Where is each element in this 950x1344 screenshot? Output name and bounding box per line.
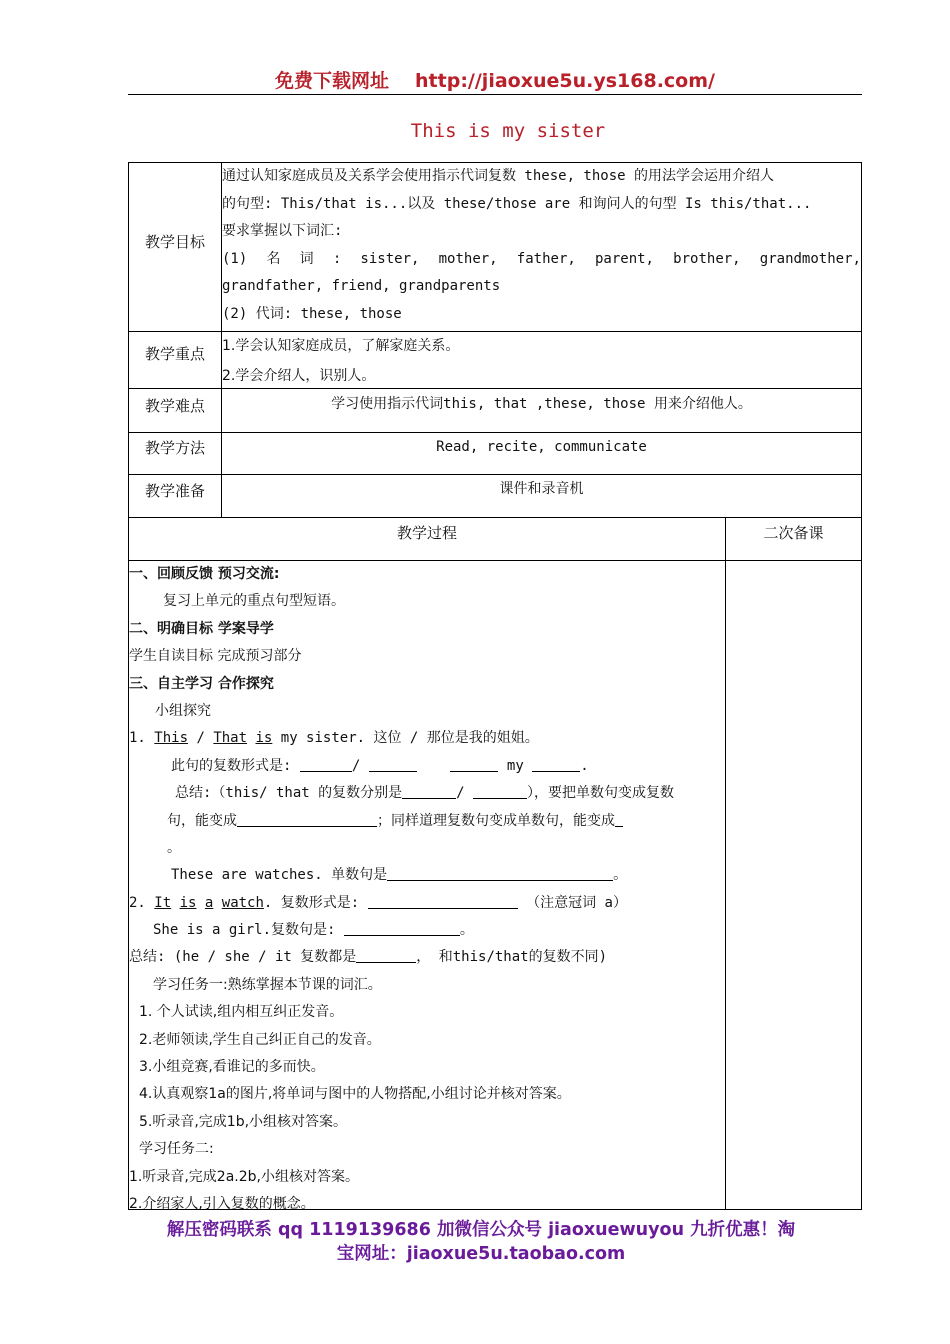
q-text: my [506,757,524,774]
vocab-word: parent, [594,250,654,267]
method-text: Read, recite, communicate [436,439,647,455]
goal-line: 的句型: This/that is...以及 these/those are 和询问人的句型 Is this/that... [222,195,812,212]
task-step: 3.小组竞赛,看谁记的多而快。 [139,1059,325,1076]
vocab-word: grandmother, [759,250,861,267]
q-word: watch [221,894,264,911]
header-rule [128,94,862,95]
task-2-title: 学习任务二: [139,1141,214,1158]
section-heading: 三、自主学习 合作探究 [129,675,274,692]
task-step: 1.听录音,完成2a.2b,小组核对答案。 [129,1168,359,1185]
q-text: ；同样道理复数句变成单数句，能变成 [377,812,615,829]
lesson-plan-table [128,162,862,1210]
goal-line: grandfather, friend, grandparents [222,278,501,294]
task-1-title: 学习任务一:熟练掌握本节课的词汇。 [153,976,382,993]
section-heading: 一、回顾反馈 预习交流: [129,566,280,582]
q-text: my sister. 这位 / 那位是我的姐姐。 [280,730,539,747]
process-content [129,561,725,1218]
q-text: 总结: (he / she / it 复数都是 [129,949,357,966]
q-word: That [213,730,248,747]
section-heading: 二、明确目标 学案导学 [129,620,274,637]
goal-line: (2) 代词: these, those [222,305,402,322]
vocab-word: sister, [360,250,420,267]
question-1: 1. This / That is my sister. 这位 / 那位是我的姐姐。 [129,730,539,747]
summary-2 [129,944,725,971]
q-word: This [154,730,189,747]
vocab-word: : [332,250,342,267]
download-url[interactable]: http://jiaoxue5u.ys168.com/ [415,70,715,92]
footer-line: 解压密码联系 qq 1119139686 加微信公众号 jiaoxuewuyou 九折优惠！淘 [166,1220,796,1240]
q-number: 1. [129,730,146,747]
difficulty-label: 教学难点 [144,397,205,415]
q-text: ），要把单数句变成复数 [527,785,675,802]
q-text: （注意冠词 a） [526,894,627,911]
task-step: 1. 个人试读,组内相互纠正发音。 [139,1004,344,1021]
q-text: She is a girl.复数句是: [153,922,336,939]
q-text: 此句的复数形式是: [171,757,292,774]
question-1-plural: 此句的复数形式是: / my . [129,753,725,780]
q-word: is [255,730,273,747]
goal-line: 通过认知家庭成员及关系学会使用指示代词复数 these, those 的用法学会运用介绍人 [222,168,775,184]
she-sentence: She is a girl.复数句是: 。 [129,917,725,944]
download-banner[interactable] [128,66,862,94]
q-text: . 复数形式是: [263,894,360,911]
vocab-word: 词 [299,250,314,267]
q-text: 总结:（this/ that 的复数分别是 [175,785,403,802]
these-sentence: These are watches. 单数句是 。 [129,862,725,889]
q-word: is [179,894,197,911]
prep-text: 课件和录音机 [499,481,584,497]
goal-label: 教学目标 [144,233,205,251]
q-word: It [154,894,172,911]
key-point: 1.学会认知家庭成员，了解家庭关系。 [222,338,460,354]
q-text: These are watches. 单数句是 [171,867,388,884]
prep-label: 教学准备 [144,482,205,500]
task-step: 4.认真观察1a的图片,将单词与图中的人物搭配,小组讨论并核对答案。 [139,1086,571,1103]
lesson-title: This is my sister [410,120,606,142]
download-label: 免费下载网址 [275,70,390,92]
difficulty-text: 学习使用指示代词this, that ,these, those 用来介绍他人。 [331,396,752,412]
task-step: 2.介绍家人,引入复数的概念。 [129,1195,315,1212]
question-2 [129,890,725,917]
section-text: 学生自读目标 完成预习部分 [129,648,302,665]
footer-contact [128,1218,834,1266]
q-text: ， 和this/that的复数不同) [416,949,608,966]
q-text: 句，能变成 [167,812,237,829]
vocab-word: brother, [673,250,741,267]
summary-1-end: 。 [167,839,181,856]
summary-1-cont [129,808,725,835]
key-point: 2.学会介绍人，识别人。 [222,368,376,384]
footer-line: 宝网址：jiaoxue5u.taobao.com [336,1244,626,1264]
task-step: 5.听录音,完成1b,小组核对答案。 [139,1113,348,1130]
goal-vocab-nouns [222,246,861,274]
task-step: 2.老师领读,学生自己纠正自己的发音。 [139,1031,381,1048]
section-text: 复习上单元的重点句型短语。 [163,593,345,610]
vocab-word: 名 [266,250,281,267]
q-word: a [204,894,214,911]
process-header: 教学过程 [396,524,457,542]
q-number: 2. [129,894,146,911]
vocab-word: father, [516,250,576,267]
key-content [222,331,459,391]
notes-header: 二次备课 [763,524,824,542]
goal-line: 要求掌握以下词汇: [222,223,343,239]
goal-content [222,163,861,328]
key-label: 教学重点 [144,345,205,363]
method-label: 教学方法 [144,439,205,457]
group-label: 小组探究 [155,702,211,719]
summary-1: 总结:（this/ that 的复数分别是 / ），要把单数句变成复数 [129,780,725,807]
vocab-word: (1) [222,250,248,267]
vocab-word: mother, [438,250,498,267]
